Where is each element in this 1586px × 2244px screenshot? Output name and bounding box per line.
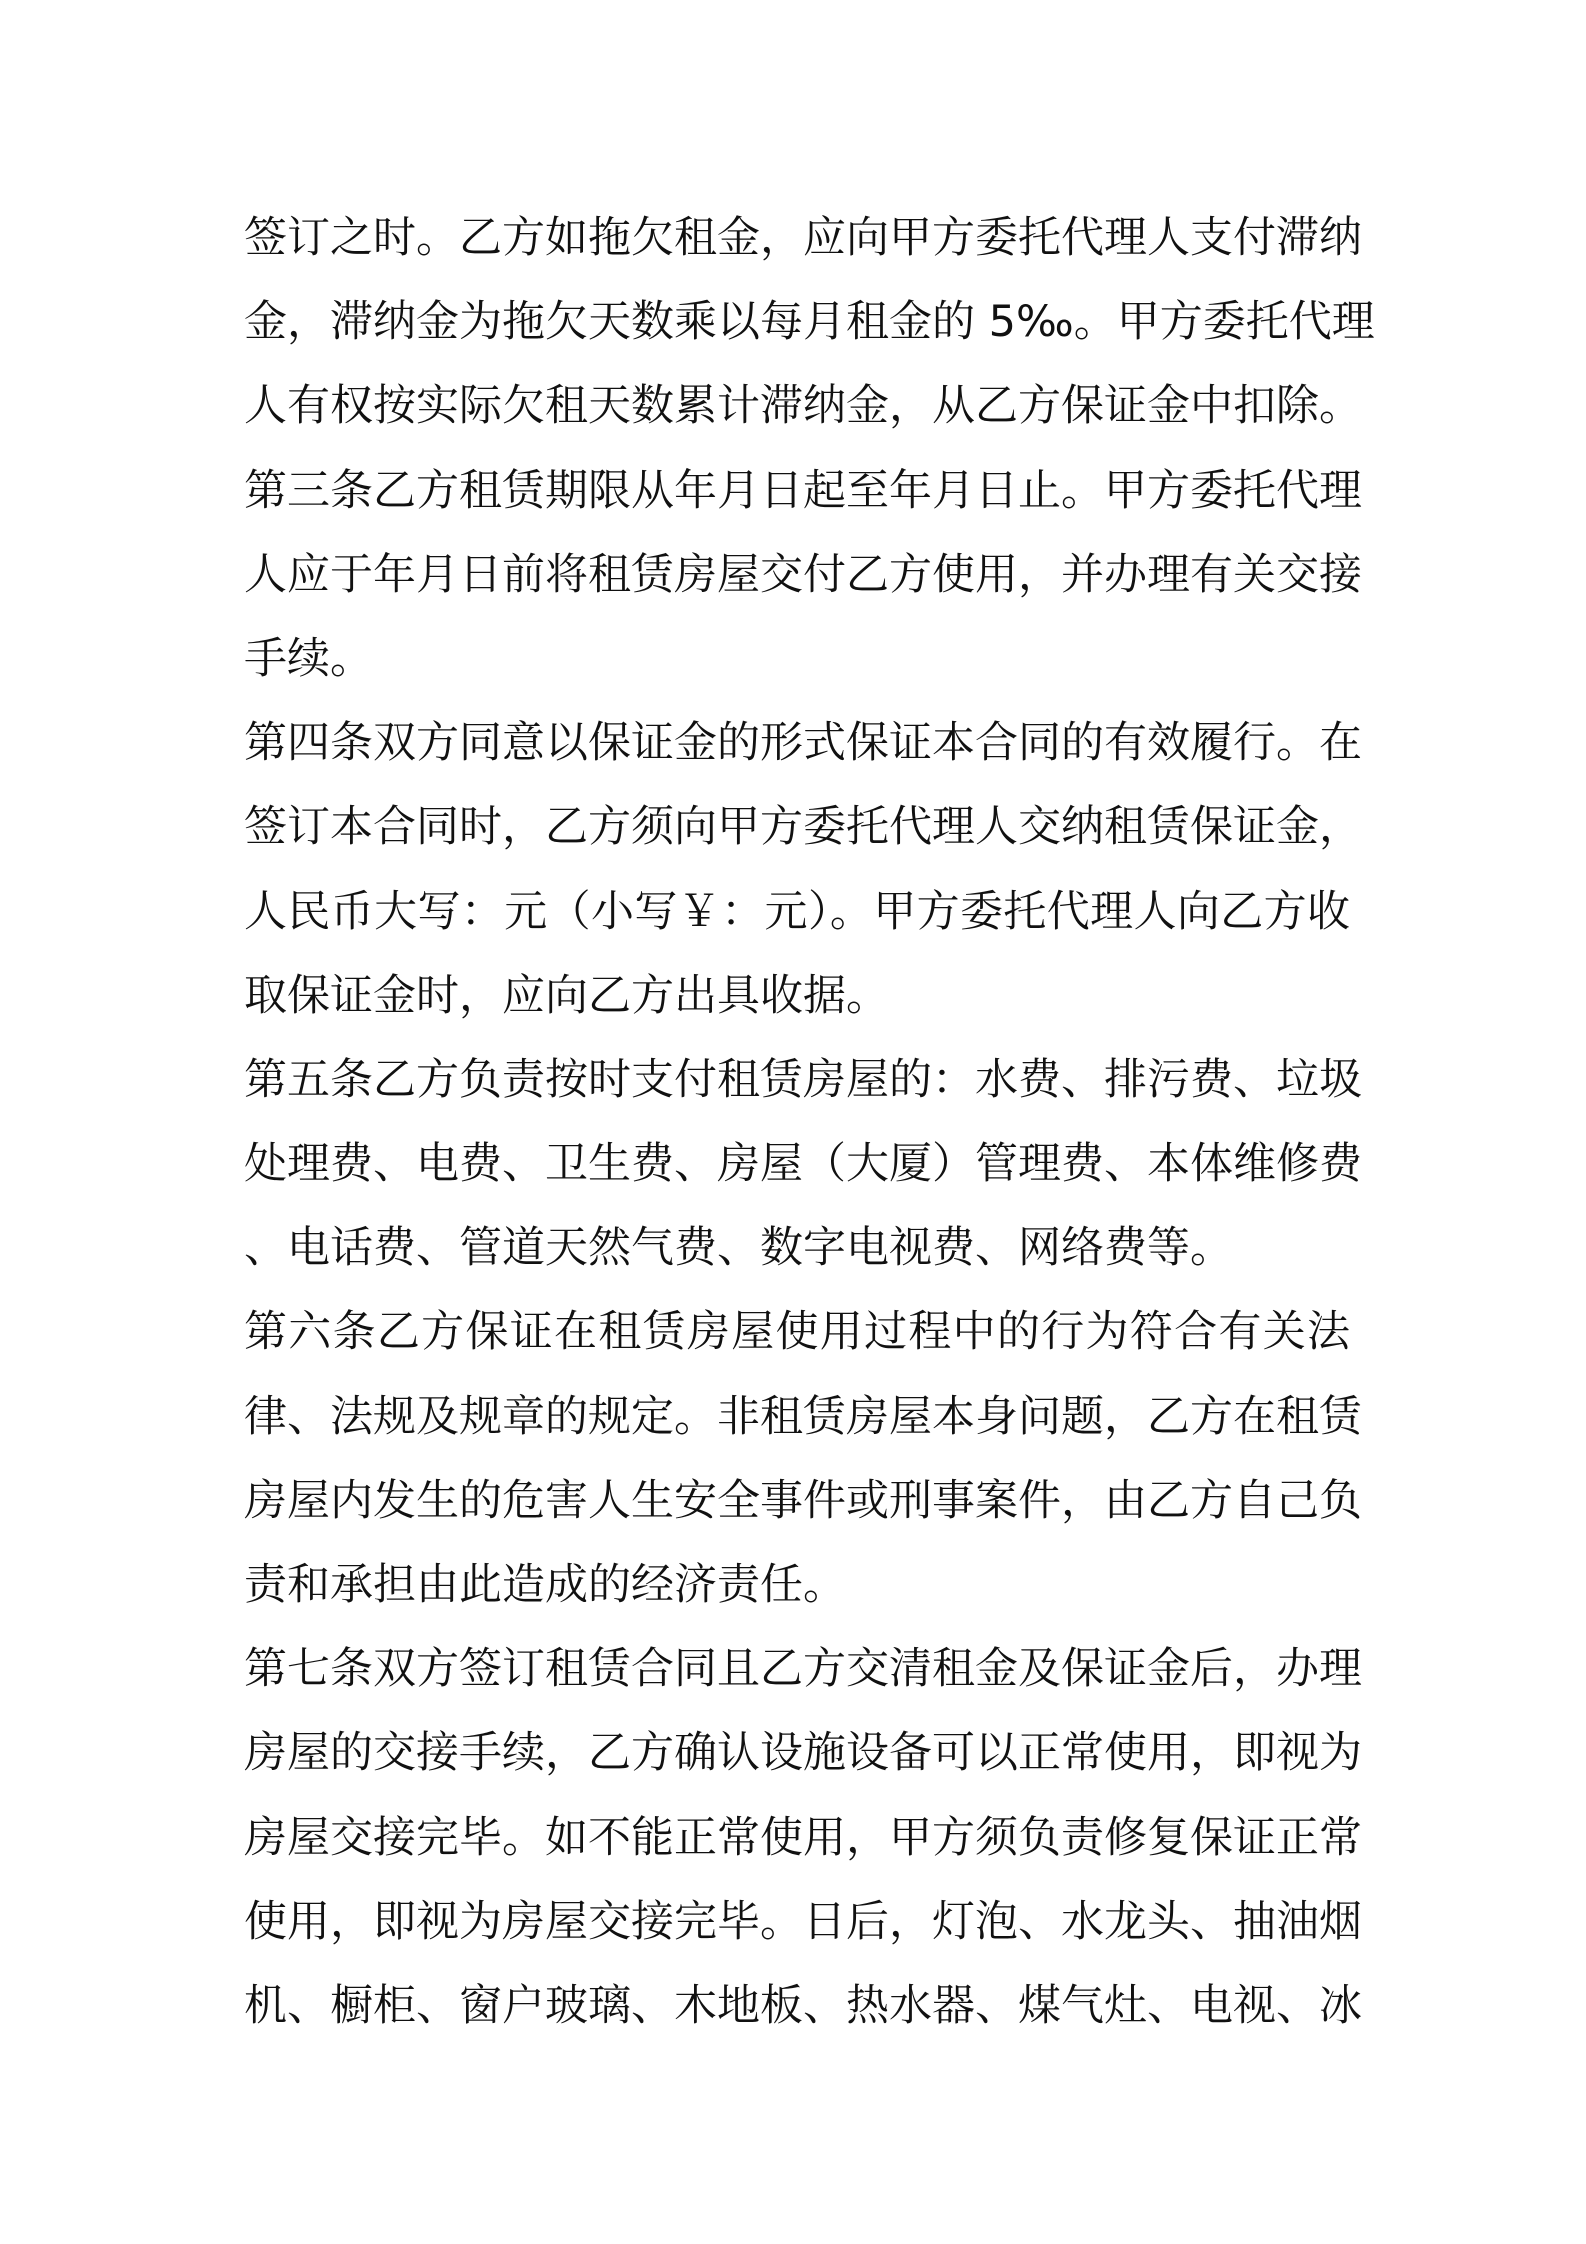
text-line: 第四条双方同意以保证金的形式保证本合同的有效履行。在 [244,718,1362,769]
text-line: 处理费、电费、卫生费、房屋（大厦）管理费、本体维修费 [244,1139,1362,1190]
text-line: 房屋内发生的危害人生安全事件或刑事案件，由乙方自己负 [244,1475,1362,1526]
text-line: 人有权按实际欠租天数累计滞纳金，从乙方保证金中扣除。 [244,381,1362,432]
text-line: 签订本合同时，乙方须向甲方委托代理人交纳租赁保证金， [244,802,1362,853]
text-line: 使用，即视为房屋交接完毕。日后，灯泡、水龙头、抽油烟 [244,1896,1362,1947]
text-line: 签订之时。乙方如拖欠租金，应向甲方委托代理人支付滞纳 [244,213,1362,263]
text-line: 金，滞纳金为拖欠天数乘以每月租金的 5‰。甲方委托代理 [244,297,1375,348]
text-line: 人应于年月日前将租赁房屋交付乙方使用，并办理有关交接 [244,549,1362,600]
text-line: 房屋的交接手续，乙方确认设施设备可以正常使用，即视为 [244,1728,1362,1779]
text-line: 房屋交接完毕。如不能正常使用，甲方须负责修复保证正常 [244,1812,1362,1863]
text-line: 第三条乙方租赁期限从年月日起至年月日止。甲方委托代理 [244,465,1362,516]
text-line: 第五条乙方负责按时支付租赁房屋的：水费、排污费、垃圾 [244,1054,1362,1105]
text-line: 律、法规及规章的规定。非租赁房屋本身问题，乙方在租赁 [244,1391,1362,1442]
text-line: 第六条乙方保证在租赁房屋使用过程中的行为符合有关法 [244,1307,1350,1358]
text-line: 责和承担由此造成的经济责任。 [244,1560,846,1610]
text-line: 取保证金时，应向乙方出具收据。 [244,970,889,1021]
text-line: 手续。 [244,633,373,684]
contract-text [244,196,1375,2048]
text-line: 机、橱柜、窗户玻璃、木地板、热水器、煤气灶、电视、冰 [244,1980,1362,2031]
text-line: 人民币大写：元（小写￥：元）。甲方委托代理人向乙方收 [244,886,1350,937]
text-line: 、电话费、管道天然气费、数字电视费、网络费等。 [244,1223,1233,1274]
text-line: 第七条双方签订租赁合同且乙方交清租金及保证金后，办理 [244,1644,1362,1695]
